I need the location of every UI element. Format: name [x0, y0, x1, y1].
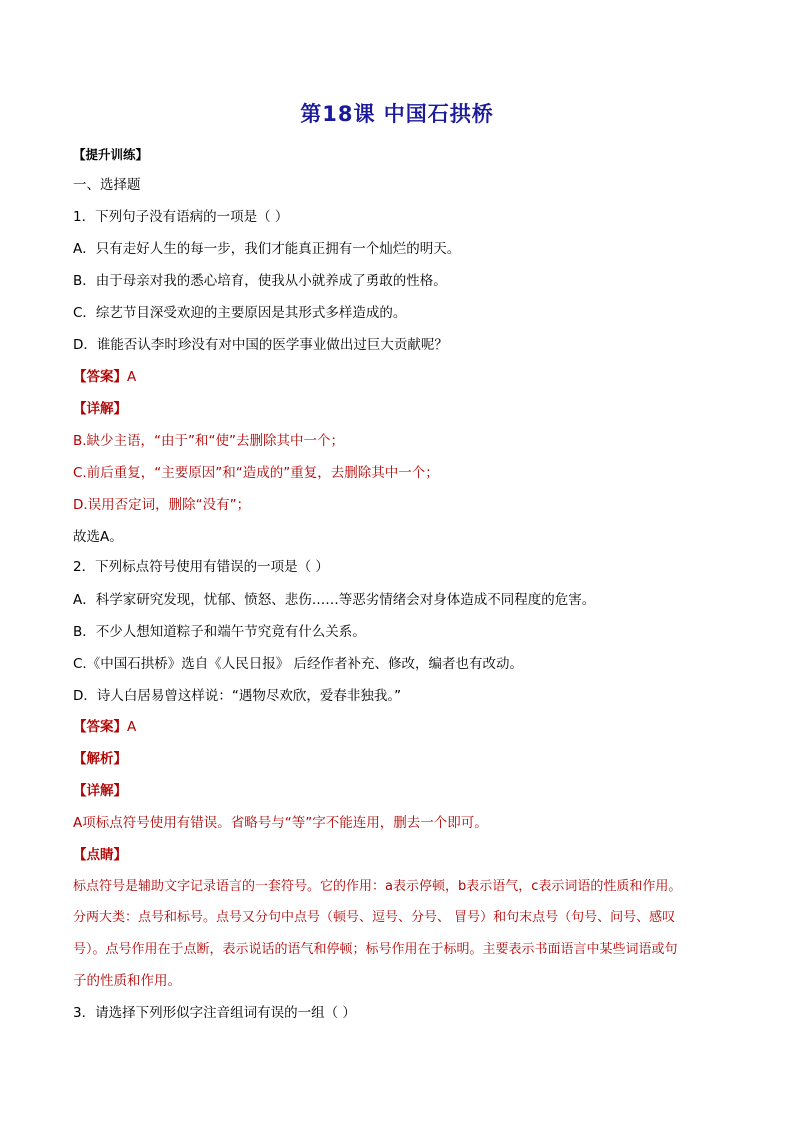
question-1-option-c: C．综艺节目深受欢迎的主要原因是其形式多样造成的。: [73, 305, 407, 321]
question-2-point-line-1: 标点符号是辅助文字记录语言的一套符号。它的作用：a表示停顿，b表示语气，c表示词语的性质和作用。: [73, 879, 682, 894]
question-2-analysis-label: 【解析】: [73, 751, 127, 767]
question-1-conclusion: 故选A。: [73, 529, 123, 545]
question-3-stem: 3．请选择下列形似字注音组词有误的一组（ ）: [73, 1005, 356, 1021]
question-1-answer: [73, 367, 136, 387]
question-1-stem: 1．下列句子没有语病的一项是（ ）: [73, 209, 289, 225]
answer-value: A: [127, 369, 137, 385]
question-2-point-line-4: 子的性质和作用。: [73, 973, 181, 989]
question-2-detail: A项标点符号使用有错误。省略号与“等”字不能连用，删去一个即可。: [73, 815, 488, 831]
question-2-option-d: D．诗人白居易曾这样说：“遇物尽欢欣，爱春非独我。”: [73, 688, 402, 704]
question-2-answer: [73, 717, 136, 737]
question-2-option-b: B．不少人想知道粽子和端午节究竟有什么关系。: [73, 624, 366, 640]
question-2-point-line-2: 分两大类：点号和标号。点号又分句中点号（顿号、逗号、分号、 冒号）和句末点号（句号、问号、感叹: [73, 910, 676, 925]
question-1-detail-d: D.误用否定词，删除“没有”；: [73, 497, 251, 513]
question-1-detail-b: B.缺少主语，“由于”和“使”去删除其中一个；: [73, 433, 345, 449]
section-heading: 一、选择题: [73, 177, 141, 193]
page-title: 第18课 中国石拱桥: [300, 102, 494, 126]
question-1-option-d: D．谁能否认李时珍没有对中国的医学事业做出过巨大贡献呢？: [73, 337, 448, 353]
question-1-option-b: B．由于母亲对我的悉心培育，使我从小就养成了勇敢的性格。: [73, 273, 447, 289]
question-2-point-line-3: 号）。点号作用在于点断，表示说话的语气和停顿；标号作用在于标明。主要表示书面语言中某些词语或句: [73, 942, 678, 957]
question-1-option-a: A．只有走好人生的每一步，我们才能真正拥有一个灿烂的明天。: [73, 241, 461, 257]
question-2-point-label: 【点睛】: [73, 847, 127, 863]
question-1-detail-c: C.前后重复，“主要原因”和“造成的”重复，去删除其中一个；: [73, 465, 439, 481]
question-2-detail-label: 【详解】: [73, 783, 127, 799]
question-2-option-a: A．科学家研究发现，忧郁、愤怒、悲伤……等恶劣情绪会对身体造成不同程度的危害。: [73, 592, 596, 608]
question-2-option-c: C.《中国石拱桥》选自《人民日报》 后经作者补充、修改，编者也有改动。: [73, 656, 524, 672]
answer-label: 【答案】: [73, 719, 127, 735]
answer-label: 【答案】: [73, 369, 127, 385]
question-1-detail-label: 【详解】: [73, 401, 127, 417]
section-tag: 【提升训练】: [73, 147, 149, 162]
question-2-stem: 2．下列标点符号使用有错误的一项是（ ）: [73, 559, 329, 575]
answer-value: A: [127, 719, 137, 735]
